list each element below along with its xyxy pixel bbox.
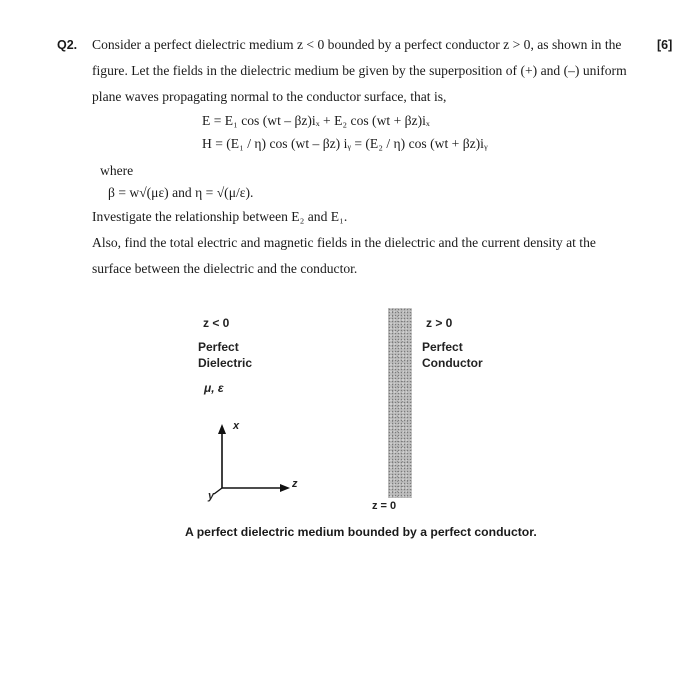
equation-magnetic-field: H = (E₁ / η) cos (wt – βz) iᵧ = (E₂ / η) cos (wt + βz)iᵧ bbox=[202, 136, 488, 151]
axis-y-label: y bbox=[208, 490, 215, 502]
y-axis-line bbox=[214, 488, 222, 494]
question-number: Q2. bbox=[57, 38, 78, 52]
also-line-2: surface between the dielectric and the conductor. bbox=[92, 261, 358, 276]
region-left-label: z < 0 bbox=[203, 316, 230, 330]
axis-z-label: z bbox=[292, 478, 298, 490]
dielectric-label-1: Perfect bbox=[198, 340, 239, 354]
question-text-line-1: Consider a perfect dielectric medium z < 0 bounded by a perfect conductor z > 0, as shown in the bbox=[92, 37, 622, 52]
investigate-line: Investigate the relationship between E₂ and E₁. bbox=[92, 209, 348, 224]
conductor-label-2: Conductor bbox=[422, 356, 483, 370]
dielectric-label-2: Dielectric bbox=[198, 356, 253, 370]
where-label: where bbox=[100, 163, 134, 178]
boundary-label: z = 0 bbox=[372, 500, 397, 512]
beta-eta-definition: β = w√(με) and η = √(μ/ε). bbox=[108, 185, 254, 200]
z-axis-arrow bbox=[280, 484, 290, 492]
question-text-line-3: plane waves propagating normal to the conductor surface, that is, bbox=[92, 89, 447, 104]
region-right-label: z > 0 bbox=[426, 316, 453, 330]
axis-x-label: x bbox=[233, 420, 240, 432]
coordinate-axes bbox=[200, 420, 310, 510]
question-marks: [6] bbox=[657, 38, 673, 52]
also-line-1: Also, find the total electric and magnetic fields in the dielectric and the current density at the bbox=[92, 235, 596, 250]
conductor-label-1: Perfect bbox=[422, 340, 463, 354]
question-text-line-2: figure. Let the fields in the dielectric medium be given by the superposition of (+) and (–) uniform bbox=[92, 63, 627, 78]
figure-caption: A perfect dielectric medium bounded by a perfect conductor. bbox=[185, 525, 537, 539]
conductor-boundary bbox=[388, 308, 412, 498]
x-axis-arrow bbox=[218, 424, 226, 434]
dielectric-params: μ, ε bbox=[204, 381, 224, 395]
equation-electric-field: E = E₁ cos (wt – βz)iₓ + E₂ cos (wt + βz)iₓ bbox=[202, 113, 430, 128]
